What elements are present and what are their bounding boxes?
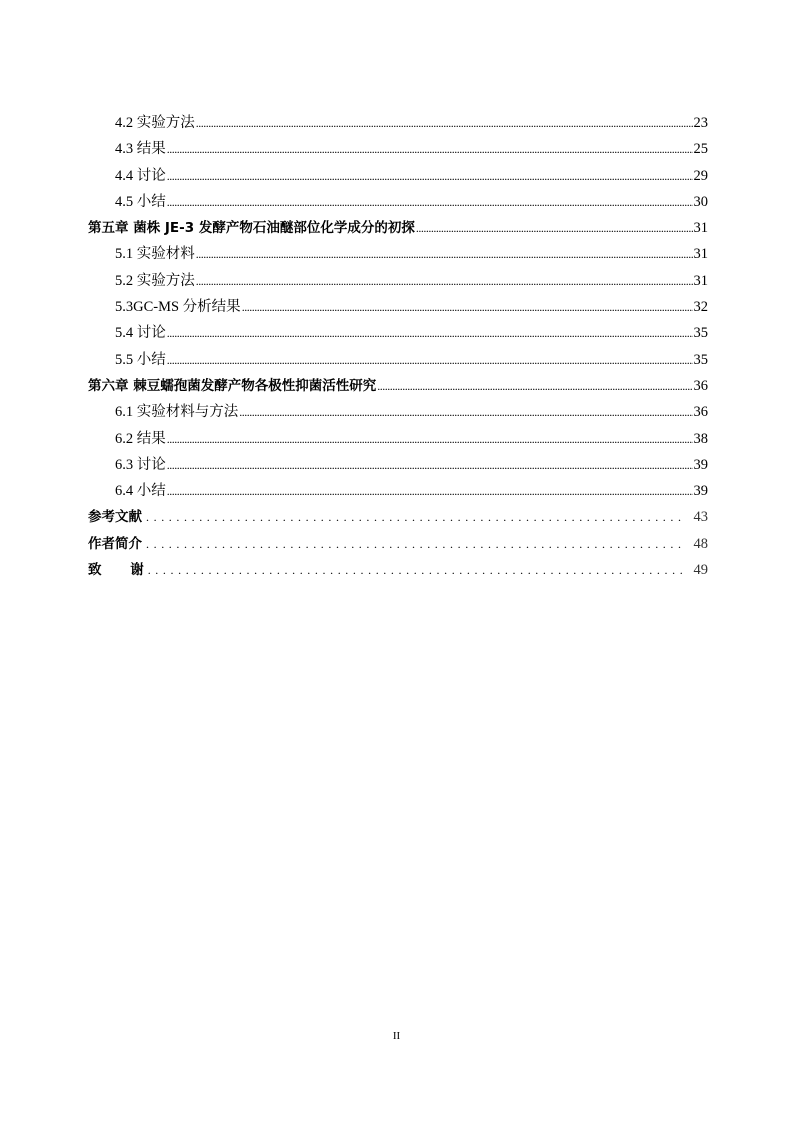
toc-entry-title: 5.2 实验方法	[115, 272, 195, 289]
toc-entry-page: 38	[693, 430, 708, 447]
toc-entry-title: 4.4 讨论	[115, 167, 166, 184]
toc-entry-page: 49	[693, 562, 708, 579]
toc-entry-page: 31	[693, 246, 708, 263]
dot-leader	[167, 347, 693, 373]
dot-leader	[167, 478, 693, 504]
toc-entry-6-2[interactable]	[88, 426, 708, 452]
toc-entry-5-2[interactable]	[88, 268, 708, 294]
toc-entry-4-4[interactable]	[88, 163, 708, 189]
toc-entry-page: 32	[693, 299, 708, 316]
table-of-contents	[88, 110, 708, 583]
toc-entry-4-5[interactable]	[88, 189, 708, 215]
toc-entry-page: 31	[693, 220, 708, 237]
dot-leader	[167, 452, 693, 478]
page-number: II	[392, 1030, 401, 1042]
toc-entry-5-4[interactable]	[88, 320, 708, 346]
dot-leader	[167, 163, 693, 189]
toc-chapter-5[interactable]	[88, 215, 708, 241]
toc-entry-4-3[interactable]	[88, 136, 708, 162]
toc-entry-page: 23	[693, 115, 708, 131]
toc-chapter-title: 第五章 菌株 JE-3 发酵产物石油醚部位化学成分的初探	[88, 220, 415, 237]
toc-acknowledgements[interactable]	[88, 557, 708, 583]
dot-leader	[239, 399, 692, 425]
toc-entry-title: 4.2 实验方法	[115, 115, 195, 131]
dot-leader	[377, 373, 692, 399]
dot-leader	[167, 320, 693, 346]
dot-leader	[196, 268, 693, 294]
toc-entry-title: 6.4 小结	[115, 483, 166, 500]
dot-leader	[242, 294, 693, 320]
toc-entry-4-2[interactable]	[88, 110, 708, 136]
toc-entry-title: 5.5 小结	[115, 351, 166, 368]
toc-chapter-title: 第六章 棘豆蠕孢菌发酵产物各极性抑菌活性研究	[88, 377, 377, 394]
toc-references[interactable]	[88, 504, 708, 530]
toc-entry-page: 36	[693, 404, 708, 421]
toc-chapter-6[interactable]	[88, 373, 708, 399]
toc-entry-title: 4.5 小结	[115, 193, 166, 210]
toc-author-bio[interactable]	[88, 531, 708, 557]
toc-entry-title: 6.3 讨论	[115, 456, 166, 473]
dot-leader	[146, 531, 684, 557]
toc-entry-title: 4.3 结果	[115, 141, 166, 158]
dot-leader	[148, 557, 684, 583]
toc-entry-page: 25	[693, 141, 708, 158]
toc-entry-page: 31	[693, 272, 708, 289]
toc-entry-page: 35	[693, 351, 708, 368]
dot-leader	[196, 241, 693, 267]
toc-entry-5-3[interactable]	[88, 294, 708, 320]
dot-leader	[196, 110, 693, 136]
toc-entry-6-3[interactable]	[88, 452, 708, 478]
toc-chapter-title: 参考文献	[88, 509, 142, 526]
toc-chapter-title: 作者简介	[88, 535, 142, 552]
dot-leader	[146, 504, 684, 530]
toc-entry-5-1[interactable]	[88, 241, 708, 267]
toc-entry-page: 43	[693, 509, 708, 526]
toc-entry-page: 29	[693, 167, 708, 184]
toc-entry-6-4[interactable]	[88, 478, 708, 504]
toc-entry-6-1[interactable]	[88, 399, 708, 425]
toc-entry-title: 6.2 结果	[115, 430, 166, 447]
toc-entry-title: 5.3GC-MS 分析结果	[115, 299, 241, 316]
toc-entry-title: 5.4 讨论	[115, 325, 166, 342]
toc-chapter-title: 致 谢	[88, 562, 144, 579]
dot-leader	[167, 189, 693, 215]
toc-entry-page: 35	[693, 325, 708, 342]
toc-entry-5-5[interactable]	[88, 347, 708, 373]
toc-entry-page: 48	[693, 535, 708, 552]
dot-leader	[416, 215, 693, 241]
toc-entry-page: 39	[693, 456, 708, 473]
dot-leader	[167, 136, 693, 162]
toc-entry-title: 6.1 实验材料与方法	[115, 404, 239, 421]
toc-entry-page: 30	[693, 193, 708, 210]
toc-entry-page: 39	[693, 483, 708, 500]
toc-entry-page: 36	[693, 377, 708, 394]
dot-leader	[167, 426, 693, 452]
toc-entry-title: 5.1 实验材料	[115, 246, 195, 263]
